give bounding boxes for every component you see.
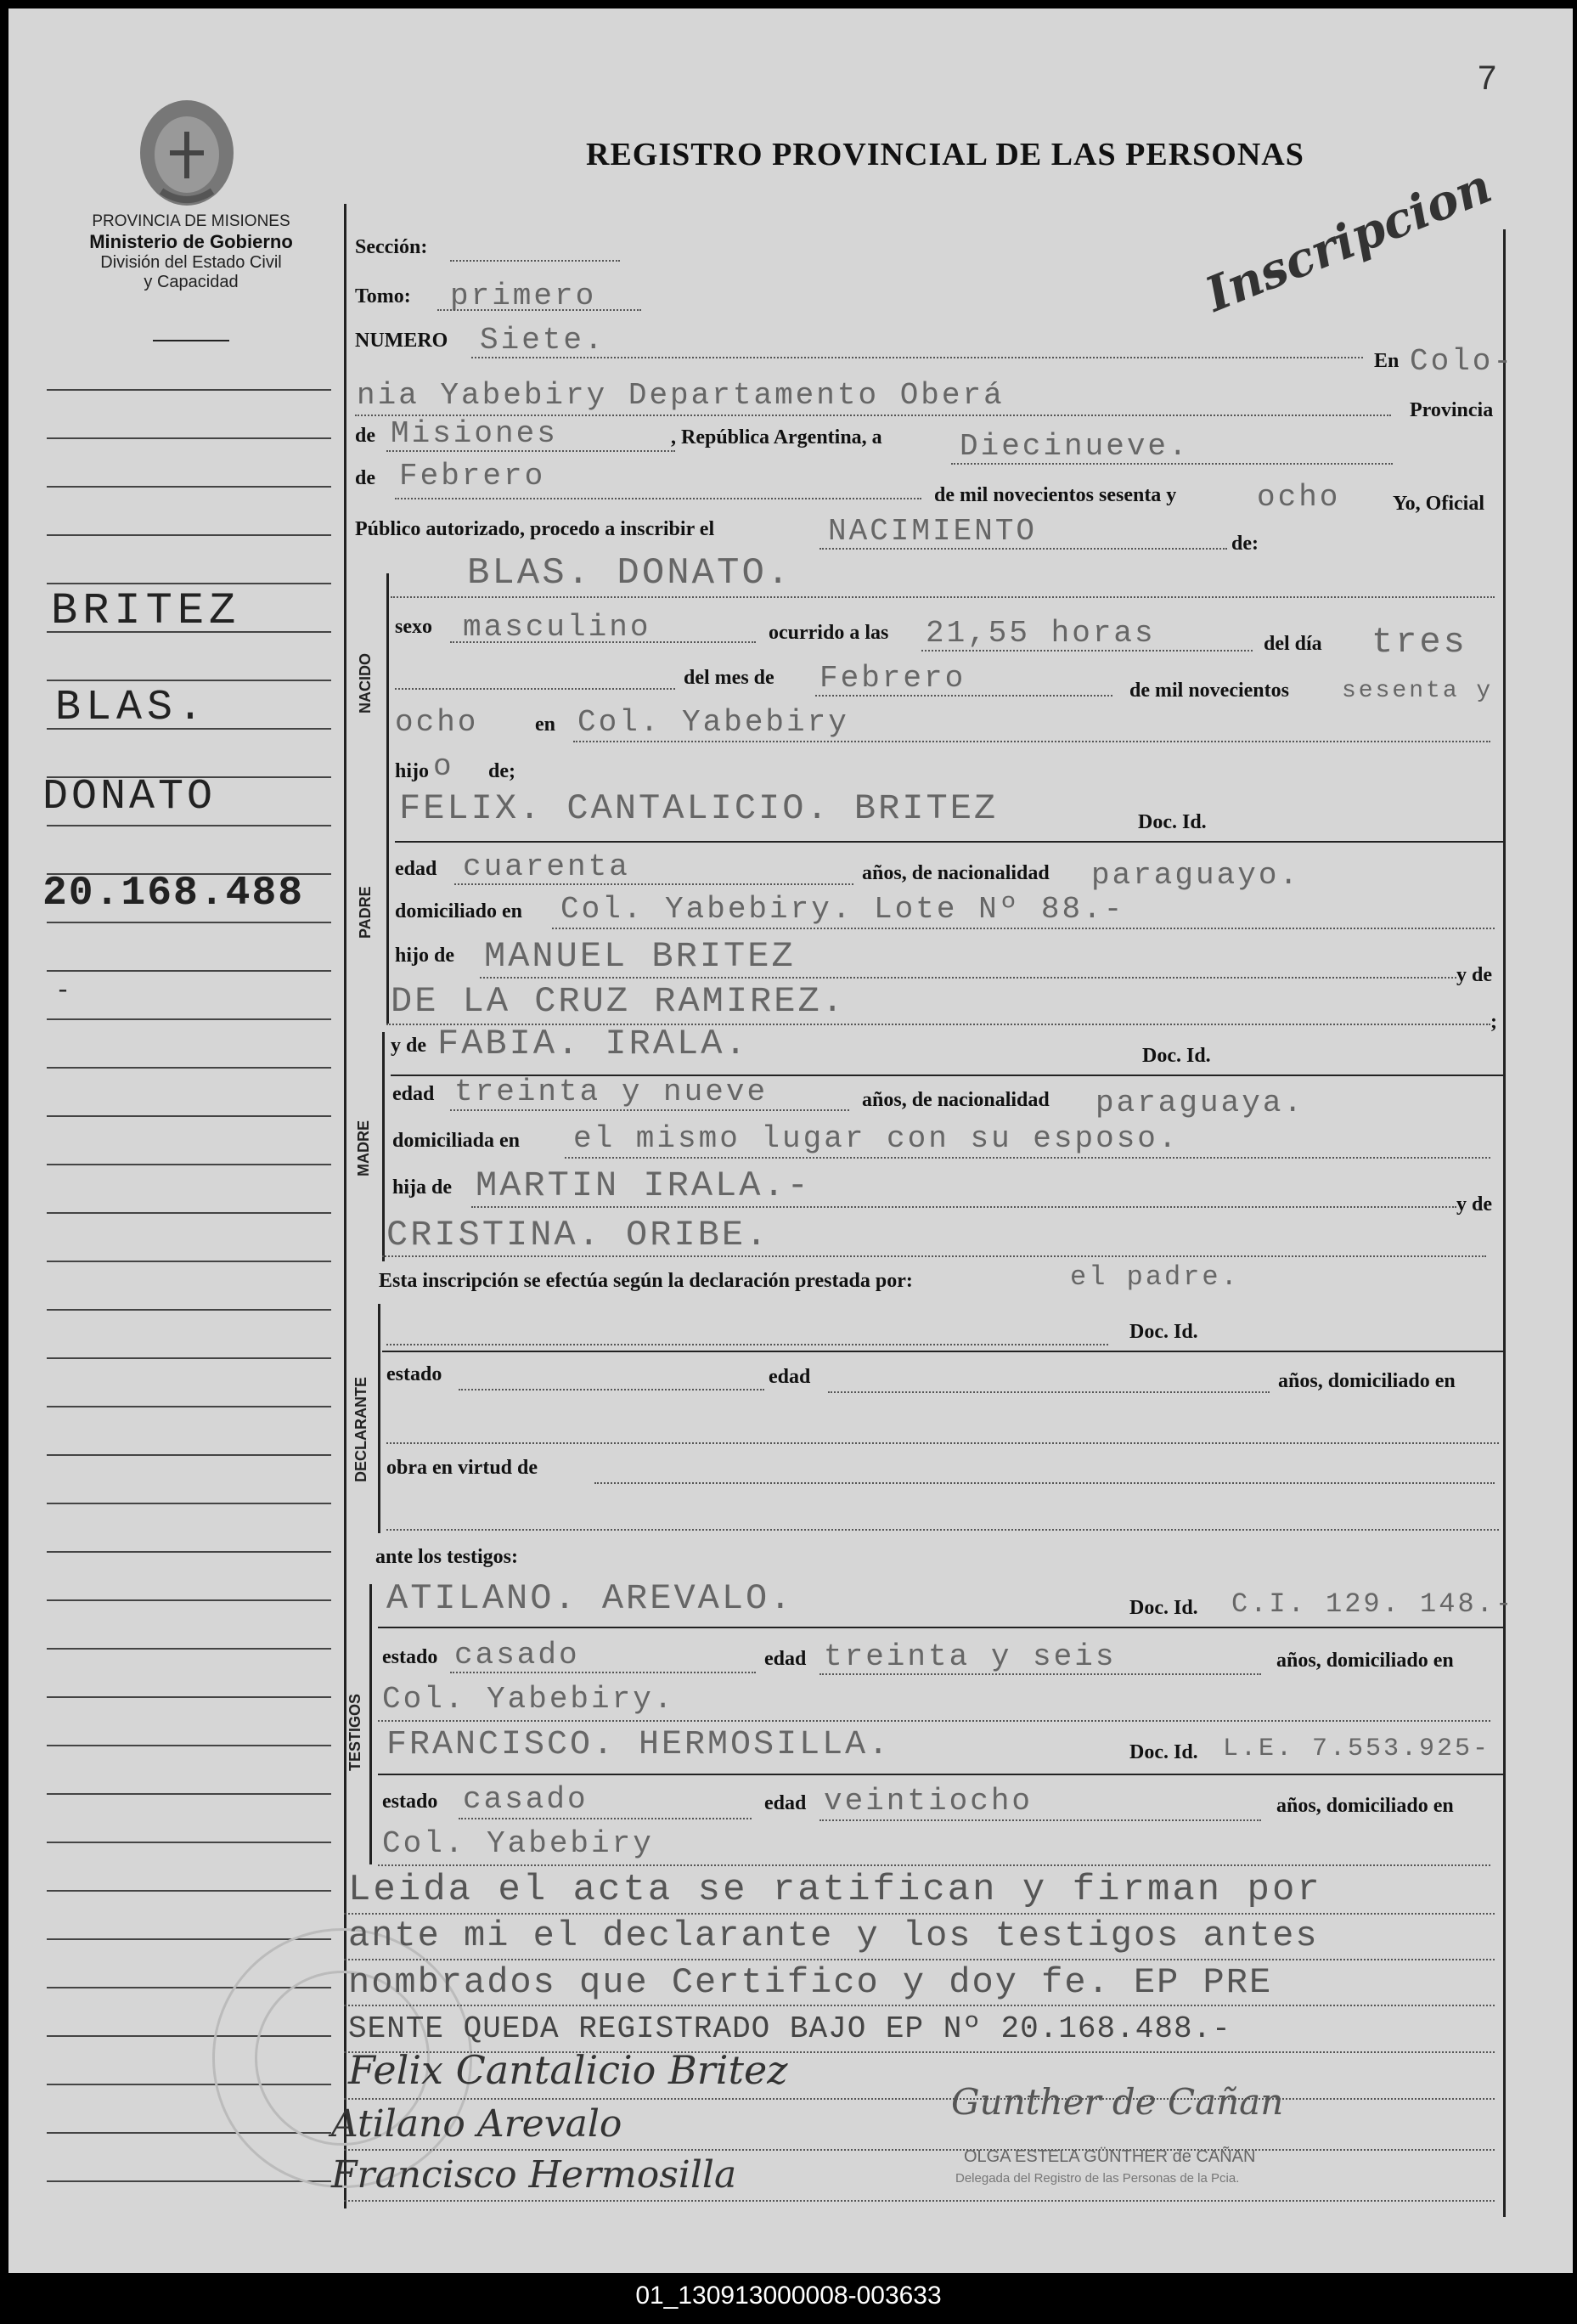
- margin-rule-line: [47, 389, 331, 391]
- margin-rule-line: [47, 1648, 331, 1650]
- de-label: de: [355, 425, 375, 447]
- de-mil-label: de mil novecientos sesenta y: [934, 484, 1177, 506]
- header-divider: [153, 340, 229, 341]
- padre-name: FELIX. CANTALICIO. BRITEZ: [399, 788, 999, 829]
- declarante-estado-label: estado: [386, 1363, 442, 1385]
- madre-bracket: [382, 1032, 385, 1261]
- testigos-bracket: [369, 1584, 372, 1864]
- testigos-label: ante los testigos:: [375, 1546, 518, 1568]
- testigo2-estado-value: casado: [463, 1782, 589, 1817]
- padre-section-label: PADRE: [357, 886, 374, 939]
- place-value: nia Yabebiry Departamento Oberá: [357, 378, 1005, 413]
- margin-rule-line: [47, 1454, 331, 1456]
- testigo2-doc-value: L.E. 7.553.925-: [1223, 1735, 1491, 1763]
- dia-value: tres: [1371, 622, 1467, 663]
- official-title: Delegada del Registro de las Personas de la Pcia.: [955, 2171, 1240, 2186]
- padre-madre-value: DE LA CRUZ RAMIREZ.: [391, 981, 846, 1022]
- sexo-label: sexo: [395, 616, 432, 638]
- padre-hijo-de-label: hijo de: [395, 945, 455, 967]
- padre-domicilio-label: domiciliado en: [395, 900, 523, 922]
- declarante-bracket: [378, 1304, 380, 1533]
- margin-second-name: DONATO: [42, 773, 217, 821]
- testigo1-anios-label: años, domiciliado en: [1276, 1650, 1454, 1672]
- padre-nac-label: años, de nacionalidad: [862, 862, 1050, 884]
- province-name: PROVINCIA DE MISIONES: [92, 212, 290, 230]
- madre-y-de-label-2: y de: [1456, 1193, 1492, 1216]
- yo-oficial-label: Yo, Oficial: [1393, 493, 1484, 515]
- testigo1-domicilio-value: Col. Yabebiry.: [382, 1682, 675, 1717]
- margin-rule-line: [47, 1115, 331, 1117]
- right-form-border: [1503, 229, 1506, 2217]
- margin-surname: BRITEZ: [51, 586, 241, 636]
- anio-value: sesenta y: [1342, 678, 1494, 704]
- signature-declarante: Felix Cantalicio Britez: [348, 2047, 788, 2093]
- mes-value: Febrero: [819, 661, 966, 696]
- margin-rule-line: [47, 1842, 331, 1843]
- margin-rule-line: [47, 1696, 331, 1698]
- en-lugar-label: en: [535, 714, 555, 736]
- testigo2-domicilio-value: Col. Yabebiry: [382, 1826, 654, 1861]
- padre-bracket: [386, 803, 389, 1024]
- de-padres-label: de;: [488, 760, 515, 782]
- madre-domicilio-value: el mismo lugar con su esposo.: [573, 1121, 1180, 1156]
- padre-y-de-label: y de: [1456, 964, 1492, 986]
- mil-label: de mil novecientos: [1129, 680, 1289, 702]
- coat-of-arms-emblem: [136, 93, 238, 212]
- hijo-suffix: o: [433, 749, 454, 784]
- sexo-value: masculino: [463, 610, 651, 645]
- day-value: Diecinueve.: [960, 429, 1190, 464]
- numero-value: Siete.: [480, 323, 605, 358]
- month-value: Febrero: [399, 459, 546, 494]
- testigo1-doc-label: Doc. Id.: [1129, 1597, 1198, 1619]
- testigo2-edad-label: edad: [764, 1792, 807, 1814]
- margin-rule-line: [47, 680, 331, 681]
- madre-name: FABIA. IRALA.: [437, 1024, 749, 1064]
- page-number: 7: [1478, 59, 1497, 97]
- en-label: En: [1374, 350, 1400, 372]
- declarante-anios-label: años, domiciliado en: [1278, 1370, 1456, 1392]
- margin-dash: -: [55, 977, 71, 1006]
- madre-hija-de-label: hija de: [392, 1176, 453, 1199]
- document-id: 01_130913000008-003633: [635, 2282, 942, 2310]
- testigo2-anios-label: años, domiciliado en: [1276, 1795, 1454, 1817]
- margin-rule-line: [47, 1890, 331, 1892]
- testigos-section-label: TESTIGOS: [346, 1693, 363, 1771]
- madre-edad-value: treinta y nueve: [454, 1075, 769, 1109]
- inscripcion-annotation: Inscripcion: [1197, 157, 1500, 324]
- testigo2-estado-label: estado: [382, 1791, 438, 1813]
- hora-value: 21,55 horas: [926, 616, 1156, 651]
- declaracion-label: Esta inscripción se efectúa según la declaración prestada por:: [379, 1270, 913, 1292]
- en-value: Colo-: [1410, 344, 1515, 379]
- official-signature: Gunther de Cañan: [951, 2081, 1284, 2123]
- acta-type-value: NACIMIENTO: [828, 514, 1038, 549]
- closing-line-3: nombrados que Certifico y doy fe. EP PRE: [348, 1962, 1273, 2003]
- child-name-value: BLAS. DONATO.: [467, 552, 792, 595]
- margin-rule-line: [47, 1164, 331, 1165]
- document-title: REGISTRO PROVINCIAL DE LAS PERSONAS: [586, 137, 1304, 172]
- margin-rule-line: [47, 922, 331, 923]
- ministry-name: Ministerio de Gobierno: [89, 231, 293, 252]
- division-name-2: y Capacidad: [144, 273, 239, 291]
- margin-rule-line: [47, 1793, 331, 1795]
- madre-edad-label: edad: [392, 1083, 435, 1105]
- madre-madre-value: CRISTINA. ORIBE.: [386, 1215, 770, 1255]
- margin-doc-number: 20.168.488: [42, 871, 305, 917]
- margin-rule-line: [47, 1212, 331, 1214]
- anio-value-2: ocho: [395, 705, 479, 740]
- de-label-2: de: [355, 467, 375, 489]
- official-name: OLGA ESTELA GÜNTHER de CAÑAN: [964, 2147, 1256, 2166]
- nacido-section-label: NACIDO: [357, 653, 374, 714]
- tomo-label: Tomo:: [355, 285, 411, 307]
- margin-first-name: BLAS.: [55, 684, 209, 732]
- madre-domicilio-label: domiciliada en: [392, 1130, 521, 1152]
- margin-rule-line: [47, 1067, 331, 1069]
- declarante-doc-label: Doc. Id.: [1129, 1321, 1198, 1343]
- provincia-label: Provincia: [1410, 399, 1494, 421]
- testigo1-edad-value: treinta y seis: [824, 1639, 1117, 1674]
- dia-label: del día: [1264, 633, 1322, 655]
- closing-line-4: SENTE QUEDA REGISTRADO BAJO EP Nº 20.168.488.-: [348, 2011, 1231, 2046]
- testigo2-name: FRANCISCO. HERMOSILLA.: [386, 1726, 892, 1764]
- mes-label: del mes de: [684, 667, 774, 689]
- provincia-value: Misiones: [391, 416, 558, 451]
- margin-rule-line: [47, 486, 331, 488]
- margin-rule-line: [47, 1599, 331, 1601]
- margin-rule-line: [47, 2180, 331, 2182]
- certificate-page: [8, 8, 1573, 2273]
- margin-rule-line: [47, 583, 331, 584]
- margin-rule-line: [47, 1551, 331, 1553]
- margin-rule-line: [47, 1018, 331, 1020]
- margin-rule-line: [47, 1309, 331, 1311]
- numero-label: NUMERO: [355, 330, 448, 352]
- testigo1-estado-value: casado: [454, 1638, 580, 1672]
- testigo2-edad-value: veintiocho: [824, 1784, 1033, 1819]
- testigo1-doc-value: C.I. 129. 148.-: [1231, 1588, 1515, 1620]
- closing-line-1: Leida el acta se ratifican y firman por: [348, 1869, 1322, 1911]
- madre-section-label: MADRE: [355, 1120, 372, 1176]
- margin-rule-line: [47, 1503, 331, 1504]
- padre-doc-label: Doc. Id.: [1138, 811, 1207, 833]
- testigo1-estado-label: estado: [382, 1646, 438, 1668]
- declaracion-value: el padre.: [1070, 1261, 1240, 1293]
- declarante-obra-label: obra en virtud de: [386, 1457, 538, 1479]
- margin-rule-line: [47, 1745, 331, 1746]
- padre-edad-value: cuarenta: [463, 849, 630, 884]
- margin-rule-line: [47, 1261, 331, 1262]
- division-name: División del Estado Civil: [100, 253, 282, 272]
- ocurrido-label: ocurrido a las: [769, 622, 889, 644]
- margin-rule-line: [47, 1357, 331, 1359]
- publico-label: Público autorizado, procedo a inscribir el: [355, 518, 715, 540]
- lugar-value: Col. Yabebiry: [577, 705, 849, 740]
- seccion-label: Sección:: [355, 236, 428, 258]
- padre-semicolon: ;: [1490, 1011, 1497, 1033]
- padre-domicilio-value: Col. Yabebiry. Lote Nº 88.-: [560, 892, 1125, 927]
- madre-padre-value: MARTIN IRALA.-: [476, 1165, 811, 1206]
- republica-label: , República Argentina, a: [671, 426, 882, 448]
- signature-testigo-1: Atilano Arevalo: [331, 2102, 622, 2146]
- padre-nac-value: paraguayo.: [1091, 858, 1301, 893]
- madre-y-de-label: y de: [391, 1035, 426, 1057]
- margin-rule-line: [47, 825, 331, 826]
- madre-nac-label: años, de nacionalidad: [862, 1089, 1050, 1111]
- declarante-section-label: DECLARANTE: [352, 1377, 369, 1482]
- madre-nac-value: paraguaya.: [1095, 1086, 1305, 1120]
- tomo-value: primero: [450, 279, 597, 313]
- left-form-border: [344, 204, 346, 2208]
- de-colon-label: de:: [1231, 533, 1259, 555]
- padre-edad-label: edad: [395, 858, 437, 880]
- margin-rule-line: [47, 534, 331, 536]
- madre-doc-label: Doc. Id.: [1142, 1045, 1211, 1067]
- closing-line-2: ante mi el declarante y los testigos antes: [348, 1915, 1319, 1956]
- margin-rule-line: [47, 1406, 331, 1407]
- margin-rule-line: [47, 437, 331, 439]
- declarante-edad-label: edad: [769, 1366, 811, 1388]
- padre-padre-value: MANUEL BRITEZ: [484, 936, 796, 977]
- signature-testigo-2: Francisco Hermosilla: [331, 2153, 737, 2197]
- hijo-label: hijo: [395, 760, 430, 782]
- testigo1-name: ATILANO. AREVALO.: [386, 1578, 794, 1619]
- testigo1-edad-label: edad: [764, 1648, 807, 1670]
- testigo2-doc-label: Doc. Id.: [1129, 1741, 1198, 1763]
- margin-rule-line: [47, 970, 331, 972]
- nacido-bracket: [386, 573, 389, 807]
- year-value: ocho: [1257, 480, 1341, 515]
